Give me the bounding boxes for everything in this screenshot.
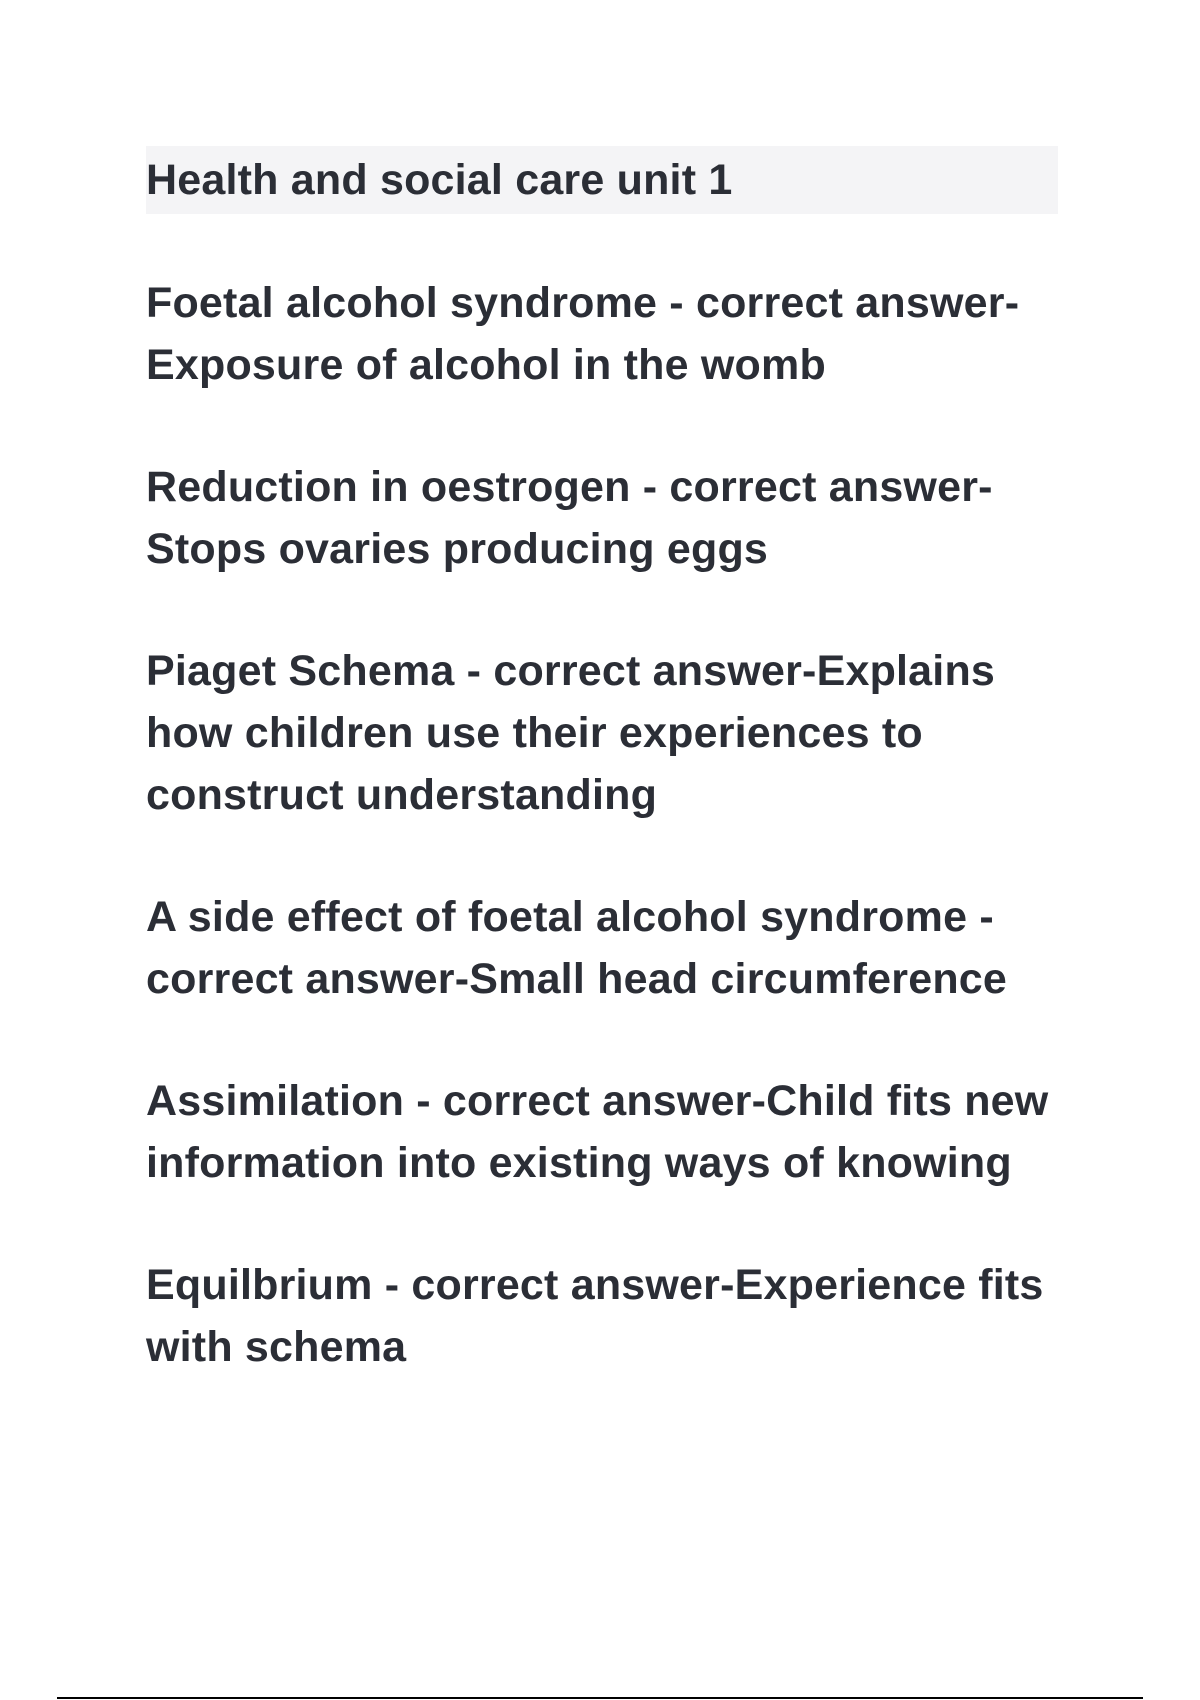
flashcard-entry: Reduction in oestrogen - correct answer-Stops ovaries producing eggs (146, 463, 993, 573)
document-page (146, 146, 1058, 1438)
title-bar (146, 146, 1058, 214)
flashcard-entry: Assimilation - correct answer-Child fits new information into existing ways of knowing (146, 1077, 1049, 1187)
footer-divider (57, 1697, 1143, 1699)
flashcard-entry: Piaget Schema - correct answer-Explains how children use their experiences to construct understanding (146, 647, 996, 819)
flashcard-entry: A side effect of foetal alcohol syndrome - correct answer-Small head circumference (146, 893, 1008, 1003)
flashcard-entry: Foetal alcohol syndrome - correct answer-Exposure of alcohol in the womb (146, 279, 1020, 389)
page-title: Health and social care unit 1 (146, 156, 733, 204)
flashcard-entry: Equilbrium - correct answer-Experience fits with schema (146, 1261, 1044, 1371)
